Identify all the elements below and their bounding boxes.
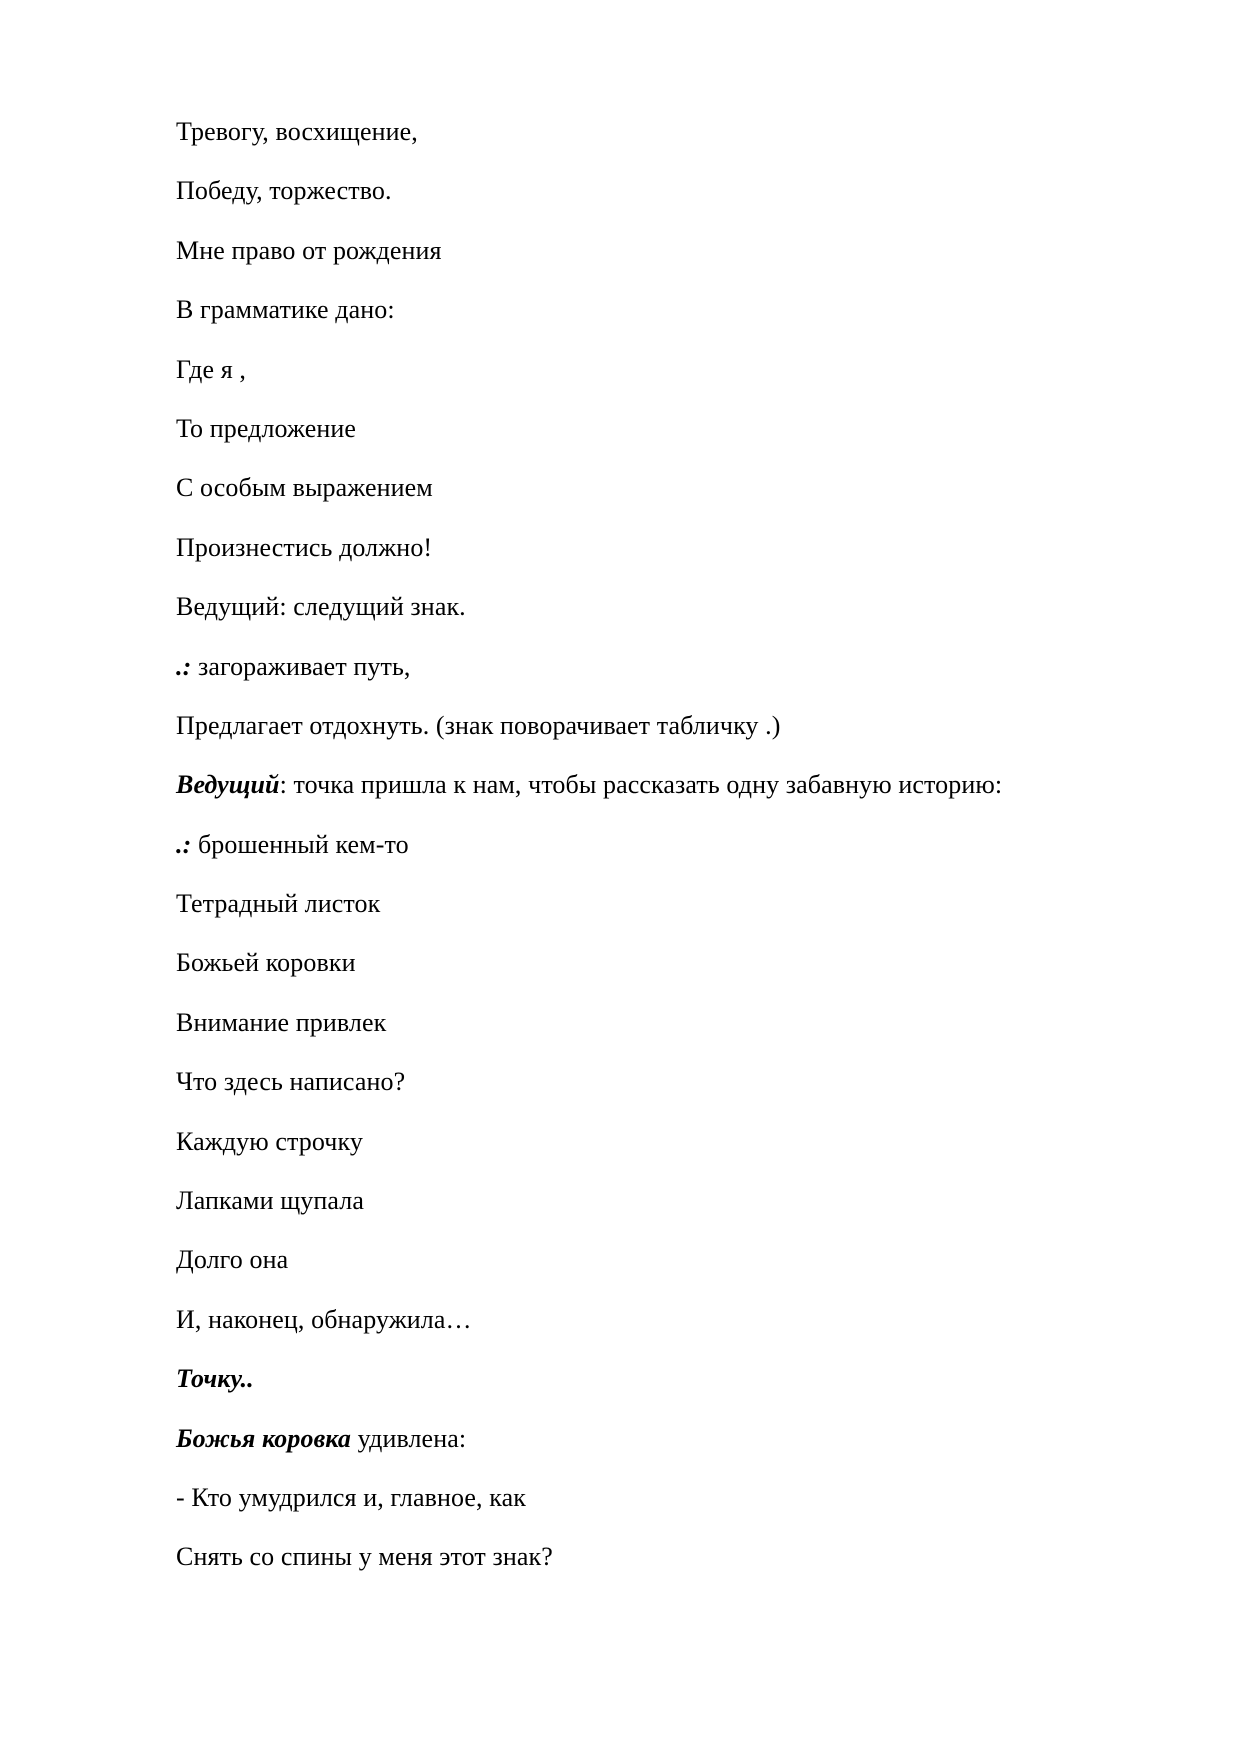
text-line-4: В грамматике дано: — [176, 295, 395, 325]
text-line-22: Точку.. — [176, 1364, 254, 1394]
text-line-15: Божьей коровки — [176, 948, 356, 978]
text-line-19: Лапками щупала — [176, 1186, 365, 1216]
text-line-13 — [176, 825, 1176, 884]
text-line-11: Предлагает отдохнуть. (знак поворачивает табличку .) — [176, 710, 781, 740]
text-line-18: Каждую строчку — [176, 1126, 363, 1156]
line-text: : точка пришла к нам, чтобы рассказать одну забавную историю: — [279, 770, 1003, 800]
line-text: удивлена: — [351, 1423, 467, 1453]
text-line-10 — [176, 647, 1176, 706]
text-line-1: Тревогу, восхищение, — [176, 117, 418, 146]
text-line-25: Снять со спины у меня этот знак? — [176, 1542, 553, 1572]
text-line-3: Мне право от рождения — [176, 235, 442, 265]
text-line-5: Где я , — [176, 354, 247, 384]
text-line-9: Ведущий: следущий знак. — [176, 592, 466, 622]
text-line-8: Произнестись должно! — [176, 532, 433, 562]
text-line-12 — [176, 765, 1176, 824]
poem-text — [176, 112, 1176, 1597]
text-line-7: С особым выражением — [176, 473, 433, 503]
text-line-16: Внимание привлек — [176, 1007, 387, 1037]
text-line-6: То предложение — [176, 413, 357, 443]
punctuation-marker: .: — [176, 651, 192, 681]
text-line-21: И, наконец, обнаружила… — [176, 1304, 472, 1334]
line-text: брошенный кем-то — [191, 829, 409, 859]
speaker-name: Божья коровка — [176, 1423, 352, 1453]
text-line-23 — [176, 1419, 1176, 1478]
text-line-14: Тетрадный листок — [176, 889, 381, 919]
text-line-17: Что здесь написано? — [176, 1067, 406, 1097]
text-line-24: - Кто умудрился и, главное, как — [176, 1482, 526, 1512]
line-text: загораживает путь, — [191, 651, 411, 681]
speaker-name: Ведущий — [176, 770, 280, 800]
text-line-20: Долго она — [176, 1245, 289, 1275]
punctuation-marker: .: — [176, 829, 192, 859]
text-line-2: Победу, торжество. — [176, 176, 392, 206]
